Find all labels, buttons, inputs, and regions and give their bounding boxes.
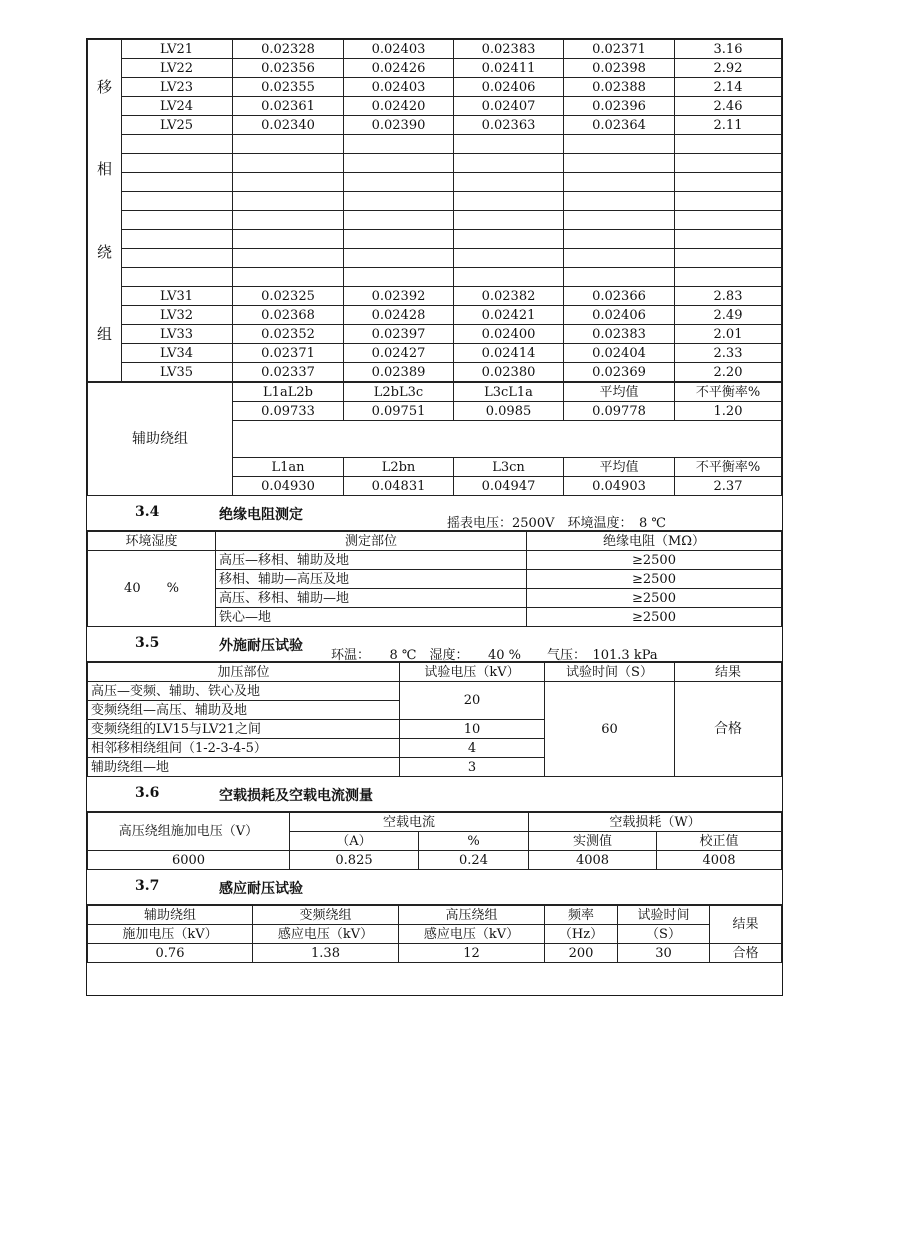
table-row — [88, 192, 782, 211]
loss-corrected: 4008 — [657, 851, 782, 870]
col-header: 测定部位 — [216, 532, 527, 551]
section-3-5-header — [87, 627, 782, 662]
sub-header: （Hz） — [545, 925, 618, 944]
empty-cell — [233, 135, 344, 154]
table-row — [88, 211, 782, 230]
phase-b-resistance: 0.02427 — [344, 344, 454, 363]
empty-cell — [564, 230, 675, 249]
empty-cell — [675, 135, 782, 154]
phase-a-resistance: 0.02325 — [233, 287, 344, 306]
empty-cell — [344, 268, 454, 287]
empty-cell — [122, 173, 233, 192]
no-load-current-a: 0.825 — [290, 851, 419, 870]
winding-id: LV23 — [122, 78, 233, 97]
table-row — [88, 306, 782, 325]
unbalance-rate: 2.11 — [675, 116, 782, 135]
table-row — [88, 173, 782, 192]
col-header: 绝缘电阻（MΩ） — [527, 532, 782, 551]
empty-cell — [233, 173, 344, 192]
empty-cell — [454, 154, 564, 173]
test-voltage: 4 — [400, 739, 545, 758]
label-char: 绕 — [96, 242, 112, 261]
phase-c-resistance: 0.02414 — [454, 344, 564, 363]
empty-cell — [675, 249, 782, 268]
section-number: 3.4 — [135, 504, 160, 520]
humidity-value: 40 % — [88, 551, 216, 627]
unbalance-rate: 3.16 — [675, 40, 782, 59]
phase-b-resistance: 0.02403 — [344, 78, 454, 97]
aux-line-value: 0.09751 — [344, 402, 454, 421]
empty-cell — [233, 154, 344, 173]
col-header: 环境湿度 — [88, 532, 216, 551]
empty-cell — [344, 135, 454, 154]
phase-c-resistance: 0.02383 — [454, 40, 564, 59]
label-char: 组 — [96, 325, 112, 344]
phase-a-resistance: 0.02356 — [233, 59, 344, 78]
empty-cell — [564, 154, 675, 173]
empty-cell — [454, 173, 564, 192]
empty-cell — [122, 268, 233, 287]
section-title: 外施耐压试验 — [219, 638, 303, 654]
applied-voltage-table — [87, 662, 782, 777]
winding-id: LV33 — [122, 325, 233, 344]
aux-phase-header: L1an — [233, 458, 344, 477]
table-row — [88, 249, 782, 268]
table-row — [88, 40, 782, 59]
winding-id: LV24 — [122, 97, 233, 116]
aux-phase-header: L3cn — [454, 458, 564, 477]
sub-header: 感应电压（kV） — [399, 925, 545, 944]
test-part: 变频绕组—高压、辅助及地 — [88, 701, 400, 720]
phase-b-resistance: 0.02397 — [344, 325, 454, 344]
test-time: 60 — [545, 682, 675, 777]
aux-line-header: 不平衡率% — [675, 383, 782, 402]
insulation-value: ≥2500 — [527, 608, 782, 627]
empty-cell — [344, 249, 454, 268]
section-conditions: 环温： 8 ℃ 湿度： 40 % 气压： 101.3 kPa — [331, 648, 658, 663]
unbalance-rate: 2.01 — [675, 325, 782, 344]
winding-id: LV25 — [122, 116, 233, 135]
phase-b-resistance: 0.02403 — [344, 40, 454, 59]
unbalance-rate: 2.83 — [675, 287, 782, 306]
empty-cell — [454, 249, 564, 268]
phase-c-resistance: 0.02380 — [454, 363, 564, 382]
test-part: 移相、辅助—高压及地 — [216, 570, 527, 589]
col-header: 空载损耗（W） — [529, 813, 782, 832]
aux-line-value: 0.09733 — [233, 402, 344, 421]
label-char: 相 — [96, 160, 112, 179]
no-load-table — [87, 812, 782, 870]
aux-blank-row — [233, 421, 782, 458]
unbalance-rate: 2.14 — [675, 78, 782, 97]
table-row — [88, 59, 782, 78]
unbalance-rate: 2.33 — [675, 344, 782, 363]
empty-cell — [564, 211, 675, 230]
empty-cell — [454, 230, 564, 249]
table-row — [88, 135, 782, 154]
frequency-value: 200 — [545, 944, 618, 963]
aux-winding-label: 辅助绕组 — [88, 383, 233, 496]
table-row — [88, 287, 782, 306]
aux-phase-header: 不平衡率% — [675, 458, 782, 477]
average-resistance: 0.02396 — [564, 97, 675, 116]
table-row — [88, 325, 782, 344]
empty-cell — [344, 211, 454, 230]
phase-b-resistance: 0.02392 — [344, 287, 454, 306]
col-header: 试验时间 — [618, 906, 710, 925]
phase-b-resistance: 0.02420 — [344, 97, 454, 116]
aux-line-header: L2bL3c — [344, 383, 454, 402]
aux-line-header: L1aL2b — [233, 383, 344, 402]
test-part: 辅助绕组—地 — [88, 758, 400, 777]
table-row — [88, 230, 782, 249]
table-row — [88, 268, 782, 287]
unbalance-rate: 2.20 — [675, 363, 782, 382]
report-frame — [86, 38, 783, 996]
col-header: 空载电流 — [290, 813, 529, 832]
empty-cell — [233, 249, 344, 268]
test-part: 高压—移相、辅助及地 — [216, 551, 527, 570]
empty-cell — [564, 173, 675, 192]
empty-cell — [122, 249, 233, 268]
col-header: 试验电压（kV） — [400, 663, 545, 682]
phase-c-resistance: 0.02400 — [454, 325, 564, 344]
col-header: 试验时间（S） — [545, 663, 675, 682]
vfd-induced-voltage: 1.38 — [253, 944, 399, 963]
empty-cell — [122, 192, 233, 211]
section-title: 感应耐压试验 — [219, 881, 303, 897]
empty-cell — [564, 135, 675, 154]
phase-a-resistance: 0.02355 — [233, 78, 344, 97]
section-number: 3.5 — [135, 635, 160, 651]
phase-c-resistance: 0.02406 — [454, 78, 564, 97]
aux-line-header: L3cL1a — [454, 383, 564, 402]
average-resistance: 0.02388 — [564, 78, 675, 97]
phase-a-resistance: 0.02361 — [233, 97, 344, 116]
empty-cell — [675, 192, 782, 211]
phase-c-resistance: 0.02382 — [454, 287, 564, 306]
col-header: 加压部位 — [88, 663, 400, 682]
unbalance-rate: 2.46 — [675, 97, 782, 116]
empty-cell — [122, 230, 233, 249]
empty-cell — [122, 135, 233, 154]
section-3-6-header — [87, 777, 782, 812]
table-row — [88, 78, 782, 97]
aux-phase-header: L2bn — [344, 458, 454, 477]
test-voltage: 3 — [400, 758, 545, 777]
applied-voltage-value: 6000 — [88, 851, 290, 870]
phase-c-resistance: 0.02363 — [454, 116, 564, 135]
empty-cell — [564, 249, 675, 268]
sub-header: 感应电压（kV） — [253, 925, 399, 944]
phase-a-resistance: 0.02352 — [233, 325, 344, 344]
col-header: 高压绕组 — [399, 906, 545, 925]
aux-phase-value: 0.04903 — [564, 477, 675, 496]
aux-phase-value: 0.04831 — [344, 477, 454, 496]
phase-c-resistance: 0.02407 — [454, 97, 564, 116]
unbalance-rate: 2.92 — [675, 59, 782, 78]
shift-winding-label — [88, 40, 122, 382]
no-load-current-pct: 0.24 — [419, 851, 529, 870]
test-result: 合格 — [675, 682, 782, 777]
section-conditions: 摇表电压：2500V 环境温度： 8 ℃ — [447, 516, 666, 531]
test-part: 高压、移相、辅助—地 — [216, 589, 527, 608]
test-voltage: 20 — [400, 682, 545, 720]
section-3-7-header — [87, 870, 782, 905]
winding-id: LV21 — [122, 40, 233, 59]
winding-id: LV31 — [122, 287, 233, 306]
empty-cell — [233, 192, 344, 211]
winding-id: LV22 — [122, 59, 233, 78]
phase-a-resistance: 0.02371 — [233, 344, 344, 363]
phase-a-resistance: 0.02368 — [233, 306, 344, 325]
aux-phase-value: 0.04947 — [454, 477, 564, 496]
phase-a-resistance: 0.02328 — [233, 40, 344, 59]
sub-header: % — [419, 832, 529, 851]
aux-line-value: 0.0985 — [454, 402, 564, 421]
empty-cell — [675, 173, 782, 192]
insulation-value: ≥2500 — [527, 589, 782, 608]
test-part: 高压—变频、辅助、铁心及地 — [88, 682, 400, 701]
table-row — [88, 363, 782, 382]
table-row — [88, 97, 782, 116]
label-char: 移 — [96, 77, 112, 96]
aux-winding-table — [87, 382, 782, 496]
aux-phase-value: 2.37 — [675, 477, 782, 496]
average-resistance: 0.02371 — [564, 40, 675, 59]
phase-b-resistance: 0.02426 — [344, 59, 454, 78]
empty-cell — [122, 154, 233, 173]
col-header: 结果 — [675, 663, 782, 682]
sub-header: 实测值 — [529, 832, 657, 851]
table-row — [88, 344, 782, 363]
sub-header: 施加电压（kV） — [88, 925, 253, 944]
phase-a-resistance: 0.02340 — [233, 116, 344, 135]
aux-phase-value: 0.04930 — [233, 477, 344, 496]
empty-cell — [122, 211, 233, 230]
winding-id: LV35 — [122, 363, 233, 382]
test-part: 铁心—地 — [216, 608, 527, 627]
hv-induced-voltage: 12 — [399, 944, 545, 963]
table-row — [88, 116, 782, 135]
empty-cell — [233, 230, 344, 249]
empty-cell — [233, 211, 344, 230]
sub-header: （S） — [618, 925, 710, 944]
test-time-value: 30 — [618, 944, 710, 963]
phase-b-resistance: 0.02390 — [344, 116, 454, 135]
winding-id: LV34 — [122, 344, 233, 363]
empty-cell — [675, 211, 782, 230]
empty-cell — [344, 192, 454, 211]
phase-b-resistance: 0.02389 — [344, 363, 454, 382]
average-resistance: 0.02369 — [564, 363, 675, 382]
insulation-value: ≥2500 — [527, 551, 782, 570]
average-resistance: 0.02364 — [564, 116, 675, 135]
average-resistance: 0.02406 — [564, 306, 675, 325]
section-title: 空载损耗及空载电流测量 — [219, 788, 373, 804]
phase-c-resistance: 0.02421 — [454, 306, 564, 325]
section-number: 3.6 — [135, 785, 160, 801]
sub-header: 校正值 — [657, 832, 782, 851]
empty-cell — [233, 268, 344, 287]
insulation-value: ≥2500 — [527, 570, 782, 589]
empty-cell — [675, 154, 782, 173]
insulation-table — [87, 531, 782, 627]
empty-cell — [344, 173, 454, 192]
average-resistance: 0.02398 — [564, 59, 675, 78]
table-row — [88, 154, 782, 173]
empty-cell — [344, 230, 454, 249]
winding-id: LV32 — [122, 306, 233, 325]
aux-line-value: 1.20 — [675, 402, 782, 421]
section-number: 3.7 — [135, 878, 160, 894]
aux-phase-header: 平均值 — [564, 458, 675, 477]
shift-winding-table — [87, 39, 782, 382]
average-resistance: 0.02366 — [564, 287, 675, 306]
aux-line-header: 平均值 — [564, 383, 675, 402]
phase-c-resistance: 0.02411 — [454, 59, 564, 78]
phase-a-resistance: 0.02337 — [233, 363, 344, 382]
average-resistance: 0.02404 — [564, 344, 675, 363]
test-result: 合格 — [710, 944, 782, 963]
empty-cell — [454, 268, 564, 287]
empty-cell — [454, 192, 564, 211]
test-part: 变频绕组的LV15与LV21之间 — [88, 720, 400, 739]
unbalance-rate: 2.49 — [675, 306, 782, 325]
col-header: 频率 — [545, 906, 618, 925]
empty-cell — [564, 268, 675, 287]
induced-voltage-table — [87, 905, 782, 963]
phase-b-resistance: 0.02428 — [344, 306, 454, 325]
empty-cell — [564, 192, 675, 211]
col-header: 结果 — [710, 906, 782, 944]
section-title: 绝缘电阻测定 — [219, 507, 303, 523]
empty-cell — [675, 268, 782, 287]
aux-line-value: 0.09778 — [564, 402, 675, 421]
empty-cell — [344, 154, 454, 173]
empty-cell — [675, 230, 782, 249]
sub-header: （A） — [290, 832, 419, 851]
col-header: 辅助绕组 — [88, 906, 253, 925]
col-header: 高压绕组施加电压（V） — [88, 813, 290, 851]
empty-cell — [454, 211, 564, 230]
test-part: 相邻移相绕组间（1-2-3-4-5） — [88, 739, 400, 758]
empty-cell — [454, 135, 564, 154]
aux-applied-voltage: 0.76 — [88, 944, 253, 963]
average-resistance: 0.02383 — [564, 325, 675, 344]
section-3-4-header — [87, 496, 782, 531]
col-header: 变频绕组 — [253, 906, 399, 925]
test-voltage: 10 — [400, 720, 545, 739]
loss-measured: 4008 — [529, 851, 657, 870]
